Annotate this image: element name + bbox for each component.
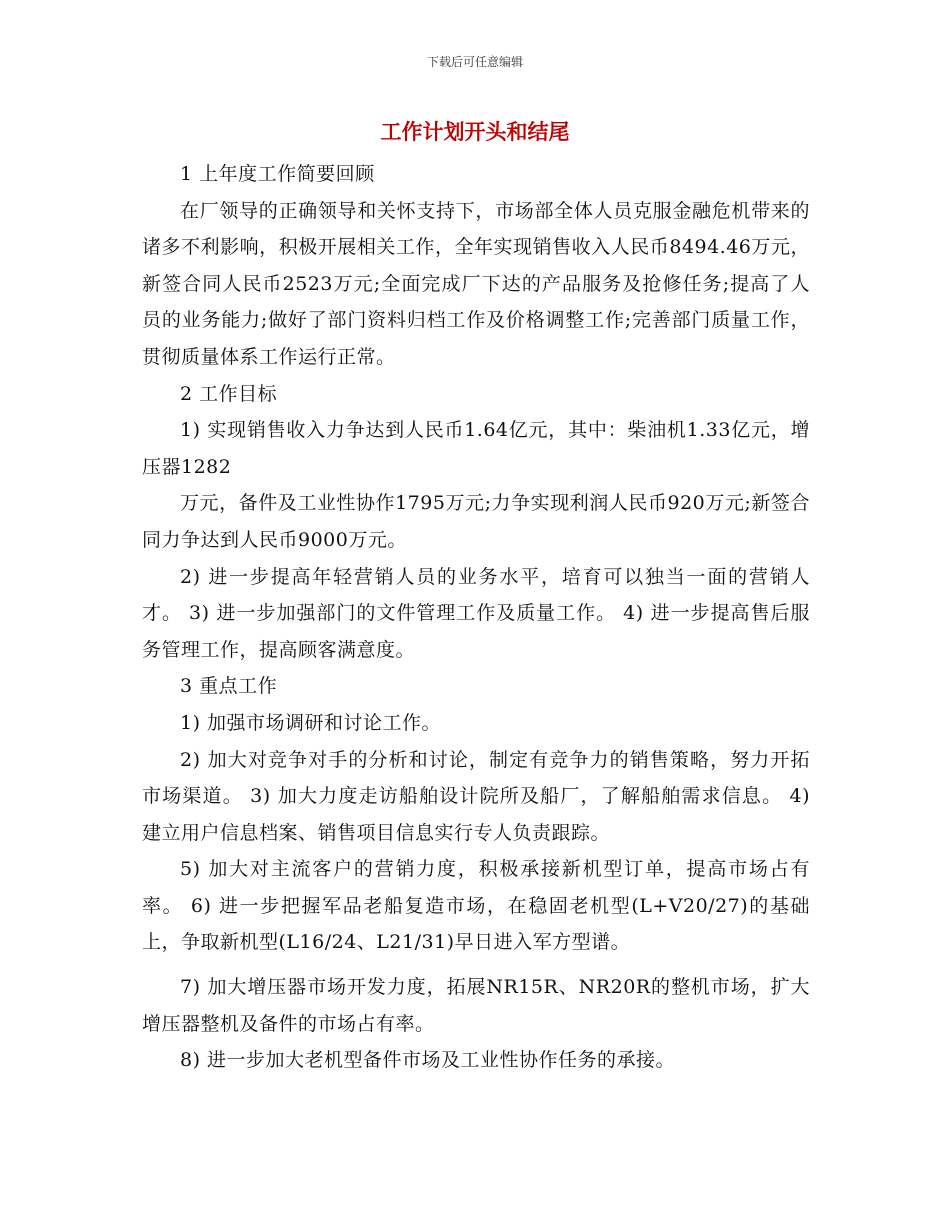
document-body bbox=[142, 156, 810, 1079]
section-heading-review: 1 上年度工作简要回顾 bbox=[180, 163, 375, 185]
section-heading-goals: 2 工作目标 bbox=[180, 382, 278, 405]
paragraph-key-work-8: 8) 进一步加大老机型备件市场及工业性协作任务的承接。 bbox=[180, 1049, 676, 1072]
paragraph-key-work-7: 7) 加大增压器市场开发力度，拓展NR15R、NR20R的整机市场，扩大增压器整机及备件的市场占有率。 bbox=[142, 976, 810, 1035]
paragraph-goal-1: 1) 实现销售收入力争达到人民币1.64亿元，其中：柴油机1.33亿元，增压器1282 bbox=[142, 419, 810, 478]
section-heading-key-work: 3 重点工作 bbox=[180, 675, 278, 698]
document-title: 工作计划开头和结尾 bbox=[380, 120, 570, 144]
paragraph-key-work-2-4: 2) 加大对竞争对手的分析和讨论，制定有竞争力的销售策略，努力开拓市场渠道。 3) 加大力度走访船舶设计院所及船厂，了解船舶需求信息。 4) 建立用户信息档案、销售项目信息实行专人负责跟踪。 bbox=[142, 748, 810, 844]
paragraph-goal-1-cont: 万元，备件及工业性协作1795万元;力争实现利润人民币920万元;新签合同力争达到人民币9000万元。 bbox=[142, 492, 810, 551]
paragraph-review: 在厂领导的正确领导和关怀支持下，市场部全体人员克服金融危机带来的诸多不利影响，积极开展相关工作，全年实现销售收入人民币8494.46万元，新签合同人民币2523万元;全面完成厂下达的产品服务及抢修任务;提高了人员的业务能力;做好了部门资料归档工作及价格调整工作;完善部门质量工作，贯彻质量体系工作运行正常。 bbox=[142, 199, 810, 368]
paragraph-goals-2-4: 2) 进一步提高年轻营销人员的业务水平，培育可以独当一面的营销人才。 3) 进一步加强部门的文件管理工作及质量工作。 4) 进一步提高售后服务管理工作，提高顾客满意度。 bbox=[142, 565, 810, 661]
paragraph-key-work-1: 1) 加强市场调研和讨论工作。 bbox=[180, 711, 442, 734]
paragraph-key-work-5-6: 5) 加大对主流客户的营销力度，积极承接新机型订单，提高市场占有率。 6) 进一步把握军品老船复造市场，在稳固老机型(L+V20/27)的基础上，争取新机型(L16/24、L21/31)早日进入军方型谱。 bbox=[142, 858, 810, 954]
page-header: 下载后可任意编辑 bbox=[426, 55, 523, 69]
